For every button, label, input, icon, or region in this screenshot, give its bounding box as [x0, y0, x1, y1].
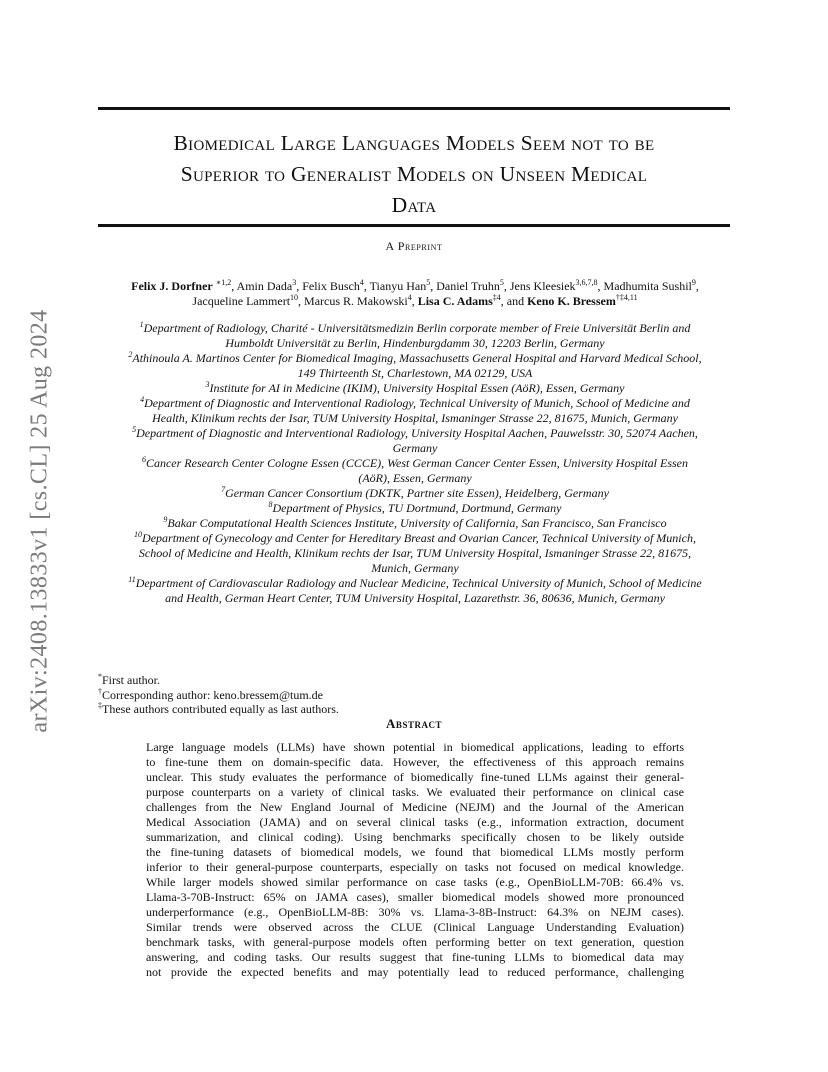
author-name-text: , Felix Busch — [296, 279, 360, 293]
author-name-text: , Madhumita Sushil — [597, 279, 692, 293]
affiliation-number: 2 — [128, 350, 133, 359]
affiliation-list — [95, 321, 735, 606]
author-name-text: Keno K. Bressem — [527, 294, 616, 308]
abstract-line: inferior to their general-purpose counterparts, especially on tasks not focused on medical knowledge. — [146, 860, 684, 874]
footnote-mark: † — [98, 686, 102, 696]
author-superscript: 3,6,7,8 — [575, 278, 598, 287]
affiliation-line — [95, 591, 735, 606]
affiliation-text: Bakar Computational Health Sciences Institute, University of California, San Francisco, San Francisco — [167, 516, 667, 530]
abstract-line: challenges from the New England Journal of Medicine (NEJM) and the Journal of the American — [146, 800, 684, 814]
author-superscript: †‡4,11 — [615, 293, 638, 302]
author-list — [95, 279, 735, 309]
author-name-text: Felix J. Dorfner — [131, 279, 213, 293]
author-superscript: 10 — [290, 293, 299, 302]
abstract-line: Large language models (LLMs) have shown potential in biomedical applications, leading to efforts — [146, 740, 684, 754]
author-superscript: ‡4 — [492, 293, 501, 302]
affiliation-line — [95, 426, 735, 441]
abstract-line: While larger models showed similar performance on case tasks (e.g., OpenBioLLM-70B: 66.4% vs. — [146, 875, 684, 889]
affiliation-line — [95, 321, 735, 336]
paper-title — [98, 128, 730, 221]
author-name-text: , Daniel Truhn — [430, 279, 500, 293]
affiliation-line — [95, 501, 735, 516]
affiliation-number: 5 — [132, 425, 137, 434]
affiliation-number: 10 — [134, 530, 143, 539]
author-line — [95, 294, 735, 309]
abstract-line: underperformance (e.g., OpenBioLLM-8B: 30% vs. Llama-3-8B-Instruct: 64.3% on NEJM cases). — [146, 905, 684, 919]
affiliation-line — [95, 471, 735, 486]
preprint-label: A Preprint — [385, 239, 443, 253]
footnote-text: First author. — [102, 673, 161, 687]
affiliation-text: Department of Radiology, Charité - Universitätsmedizin Berlin corporate member of Freie Universität Berlin and — [143, 321, 691, 335]
affiliation-number: 1 — [139, 320, 144, 329]
title-line: Superior to Generalist Models on Unseen Medical — [180, 162, 648, 186]
affiliation-line — [95, 381, 735, 396]
author-superscript: 4 — [407, 293, 412, 302]
affiliation-number: 6 — [141, 455, 146, 464]
affiliation-text: Cancer Research Center Cologne Essen (CCCE), West German Cancer Center Essen, University Hospital Essen — [145, 456, 689, 470]
affiliation-text: 149 Thirteenth St, Charlestown, MA 02129, USA — [297, 366, 533, 380]
affiliation-text: Department of Diagnostic and Interventional Radiology, Technical University of Munich, School of Medicine and — [144, 396, 690, 410]
affiliation-text: Department of Gynecology and Center for Hereditary Breast and Ovarian Cancer, Technical University of Munich, — [142, 531, 696, 545]
author-superscript: ∗1,2 — [215, 278, 232, 287]
author-name-text: Lisa C. Adams — [417, 294, 493, 308]
affiliation-line — [95, 351, 735, 366]
title-line: Data — [391, 193, 437, 217]
abstract-line: the fine-tuning datasets of biomedical models, we found that biomedical LLMs mostly perform — [146, 845, 684, 859]
affiliation-text: Munich, Germany — [371, 561, 459, 575]
title-rule-top — [98, 107, 730, 110]
affiliation-text: Institute for AI in Medicine (IKIM), University Hospital Essen (AöR), Essen, Germany — [209, 381, 625, 395]
affiliation-text: Athinoula A. Martinos Center for Biomedical Imaging, Massachusetts General Hospital and Harvard Medical School, — [132, 351, 702, 365]
affiliation-line — [95, 531, 735, 546]
author-name-text: , Jens Kleesiek — [503, 279, 576, 293]
affiliation-line — [95, 396, 735, 411]
author-name-text: , Amin Dada — [231, 279, 293, 293]
footnote-text: Corresponding author: keno.bressem@tum.de — [102, 687, 324, 702]
affiliation-text: and Health, German Heart Center, TUM University Hospital, Lazarethstr. 36, 80636, Munich, Germany — [165, 591, 665, 605]
author-name-text: , — [695, 279, 699, 293]
author-name-text: Jacqueline Lammert — [192, 294, 291, 308]
abstract-line: summarization, and clinical coding). Using benchmarks specifically chosen to be likely outside — [146, 830, 684, 844]
affiliation-line — [95, 441, 735, 456]
abstract-body — [146, 740, 684, 980]
footnotes — [98, 673, 339, 717]
affiliation-line — [95, 561, 735, 576]
author-superscript: 5 — [426, 278, 431, 287]
affiliation-text: (AöR), Essen, Germany — [358, 471, 472, 485]
author-superscript: 3 — [292, 278, 297, 287]
title-line: Biomedical Large Languages Models Seem not to be — [173, 131, 655, 155]
affiliation-text: Department of Diagnostic and Interventional Radiology, University Hospital Aachen, Pauwelsstr. 30, 52074 Aachen, — [136, 426, 698, 440]
abstract-line: Medical Association (JAMA) and on several clinical tasks (e.g., information extraction, document — [146, 815, 684, 829]
affiliation-number: 11 — [128, 575, 136, 584]
affiliation-line — [95, 366, 735, 381]
affiliation-number: 4 — [140, 395, 145, 404]
footnote-mark: * — [98, 672, 102, 681]
title-rule-bottom — [98, 224, 730, 227]
affiliation-line — [95, 576, 735, 591]
arxiv-sidebar — [20, 282, 60, 760]
abstract-line: unclear. This study evaluates the performance of biomedically fine-tuned LLMs against their general- — [146, 770, 684, 784]
affiliation-text: Germany — [392, 441, 438, 455]
affiliation-text: Health, Klinikum rechts der Isar, TUM University Hospital, Ismaninger Strasse 22, 81675, Munich, Germany — [152, 411, 678, 425]
footnote-mark: ‡ — [98, 701, 102, 710]
affiliation-line — [95, 516, 735, 531]
author-superscript: 9 — [691, 278, 696, 287]
affiliation-line — [95, 456, 735, 471]
abstract-heading: Abstract — [386, 716, 442, 731]
author-superscript: 4 — [359, 278, 364, 287]
footnote — [98, 673, 339, 688]
affiliation-text: German Cancer Consortium (DKTK, Partner site Essen), Heidelberg, Germany — [225, 486, 609, 500]
affiliation-line — [95, 411, 735, 426]
author-name-text: , and — [500, 294, 528, 308]
affiliation-line — [95, 486, 735, 501]
affiliation-number: 9 — [163, 515, 168, 524]
author-line — [95, 279, 735, 294]
affiliation-text: Humboldt Universität zu Berlin, Hindenburgdamm 30, 12203 Berlin, Germany — [225, 336, 605, 350]
abstract-line: answering, and coding tasks. Our results suggest that fine-tuning LLMs to biomedical data may — [146, 950, 684, 964]
abstract-line: Similar trends were observed across the CLUE (Clinical Language Understanding Evaluation) — [146, 920, 684, 934]
abstract-line: not provide the expected benefits and may potentially lead to reduced performance, challenging — [146, 965, 684, 979]
affiliation-text: Department of Cardiovascular Radiology and Nuclear Medicine, Technical University of Munich, School of Medicine — [135, 576, 702, 590]
affiliation-text: Department of Physics, TU Dortmund, Dortmund, Germany — [272, 501, 562, 515]
author-superscript: 5 — [499, 278, 504, 287]
affiliation-number: 8 — [268, 500, 273, 509]
arxiv-identifier: arXiv:2408.13833v1 [cs.CL] 25 Aug 2024 — [26, 309, 53, 733]
abstract-line: Llama-3-70B-Instruct: 65% on JAMA cases), smaller biomedical models showed more pronounced — [146, 890, 684, 904]
affiliation-line — [95, 336, 735, 351]
author-name-text: , — [411, 294, 418, 308]
footnote — [98, 702, 339, 717]
affiliation-text: School of Medicine and Health, Klinikum rechts der Isar, TUM University Hospital, Ismaninger Strasse 22, 81675, — [138, 546, 692, 560]
abstract-line: to fine-tune them on domain-specific data. However, the effectiveness of this approach remains — [146, 755, 684, 769]
abstract-line: purpose counterparts on a variety of clinical tasks. We evaluated their performance on clinical case — [146, 785, 684, 799]
affiliation-number: 3 — [205, 380, 210, 389]
abstract-line: benchmark tasks, with general-purpose models often performing better on text generation, question — [146, 935, 684, 949]
footnote-text: These authors contributed equally as last authors. — [102, 702, 339, 716]
author-name-text: , Tianyu Han — [363, 279, 427, 293]
affiliation-line — [95, 546, 735, 561]
affiliation-number: 7 — [221, 485, 226, 494]
footnote — [98, 688, 339, 703]
author-name-text: , Marcus R. Makowski — [298, 294, 408, 308]
